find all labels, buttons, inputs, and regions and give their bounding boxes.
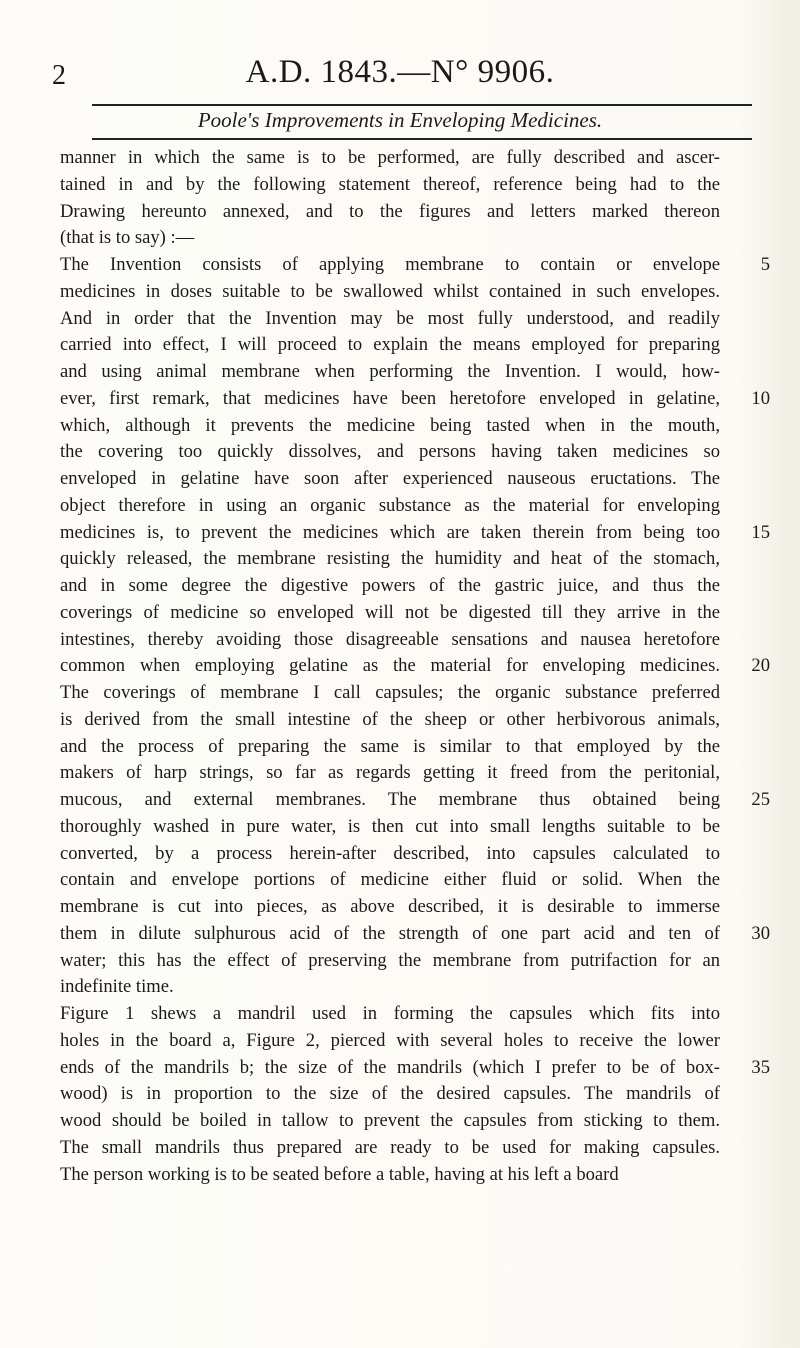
text-line: them in dilute sulphurous acid of the strength of one part acid and ten of <box>60 922 720 944</box>
text-line: holes in the board a, Figure 2, pierced with several holes to receive the lower <box>60 1029 720 1051</box>
text-line: ever, first remark, that medicines have been heretofore enveloped in gelatine, <box>60 387 720 409</box>
page-number: 2 <box>52 60 66 91</box>
text-line: the covering too quickly dissolves, and persons having taken medicines so <box>60 441 720 463</box>
text-line: Drawing hereunto annexed, and to the figures and letters marked thereon <box>60 200 720 222</box>
text-line: The coverings of membrane I call capsules; the organic substance preferred <box>60 682 720 703</box>
text-line: ends of the mandrils b; the size of the mandrils (which I prefer to be of box- <box>60 1056 720 1078</box>
text-line: wood) is in proportion to the size of the desired capsules. The mandrils of <box>60 1083 720 1105</box>
text-line: intestines, thereby avoiding those disagreeable sensations and nausea heretofore <box>60 628 720 650</box>
text-line: mucous, and external membranes. The membrane thus obtained being <box>60 789 720 810</box>
text-line: quickly released, the membrane resisting the humidity and heat of the stomach, <box>60 548 720 570</box>
text-line: (that is to say) :— <box>60 227 195 249</box>
text-line: thoroughly washed in pure water, is then cut into small lengths suitable to be <box>60 815 720 837</box>
text-line: tained in and by the following statement thereof, reference being had to the <box>60 173 720 195</box>
running-title: Poole's Improvements in Enveloping Medicines. <box>197 108 603 132</box>
margin-line-number: 5 <box>760 254 770 275</box>
margin-line-number: 15 <box>751 521 770 543</box>
header-rule-bottom <box>92 138 752 140</box>
text-line: And in order that the Invention may be most fully understood, and readily <box>60 307 720 329</box>
text-line: and the process of preparing the same is similar to that employed by the <box>60 735 720 757</box>
text-line: makers of harp strings, so far as regards getting it freed from the peritonial, <box>60 762 720 784</box>
margin-line-number: 35 <box>751 1056 770 1078</box>
header-rule-top <box>92 104 752 106</box>
text-line: enveloped in gelatine have soon after experienced nauseous eructations. The <box>60 468 720 489</box>
text-line: medicines in doses suitable to be swallowed whilst contained in such envelopes. <box>60 280 720 302</box>
text-line: water; this has the effect of preserving the membrane from putrifaction for an <box>60 949 720 971</box>
margin-line-number: 25 <box>751 789 770 810</box>
margin-line-number: 20 <box>751 655 770 677</box>
text-line: object therefore in using an organic substance as the material for enveloping <box>60 494 720 516</box>
text-line: contain and envelope portions of medicine either fluid or solid. When the <box>60 869 720 891</box>
text-line: medicines is, to prevent the medicines which are taken therein from being too <box>60 521 720 543</box>
text-line: and in some degree the digestive powers of the gastric juice, and thus the <box>60 575 720 596</box>
text-line: wood should be boiled in tallow to prevent the capsules from sticking to them. <box>60 1110 720 1131</box>
text-line: coverings of medicine so enveloped will not be digested till they arrive in the <box>60 601 720 623</box>
text-line: The person working is to be seated before a table, having at his left a board <box>60 1163 619 1185</box>
text-line: manner in which the same is to be performed, are fully described and ascer- <box>60 147 720 168</box>
margin-line-number: 10 <box>751 387 770 409</box>
text-line: is derived from the small intestine of the sheep or other herbivorous animals, <box>60 708 720 730</box>
margin-line-number: 30 <box>751 922 770 944</box>
text-line: converted, by a process herein-after described, into capsules calculated to <box>60 842 720 864</box>
text-line: common when employing gelatine as the material for enveloping medicines. <box>60 655 720 677</box>
text-line: membrane is cut into pieces, as above described, it is desirable to immerse <box>60 896 720 917</box>
text-line: and using animal membrane when performing the Invention. I would, how- <box>60 361 720 382</box>
text-line: which, although it prevents the medicine being tasted when in the mouth, <box>60 414 720 436</box>
text-line: carried into effect, I will proceed to explain the means employed for preparing <box>60 334 720 356</box>
text-line: Figure 1 shews a mandril used in forming the capsules which fits into <box>60 1003 720 1024</box>
page-heading: A.D. 1843.—N° 9906. <box>245 54 555 90</box>
text-line: indefinite time. <box>60 976 174 998</box>
text-line: The Invention consists of applying membrane to contain or envelope <box>60 254 720 275</box>
text-line: The small mandrils thus prepared are ready to be used for making capsules. <box>60 1136 720 1158</box>
body-text <box>60 145 720 1188</box>
